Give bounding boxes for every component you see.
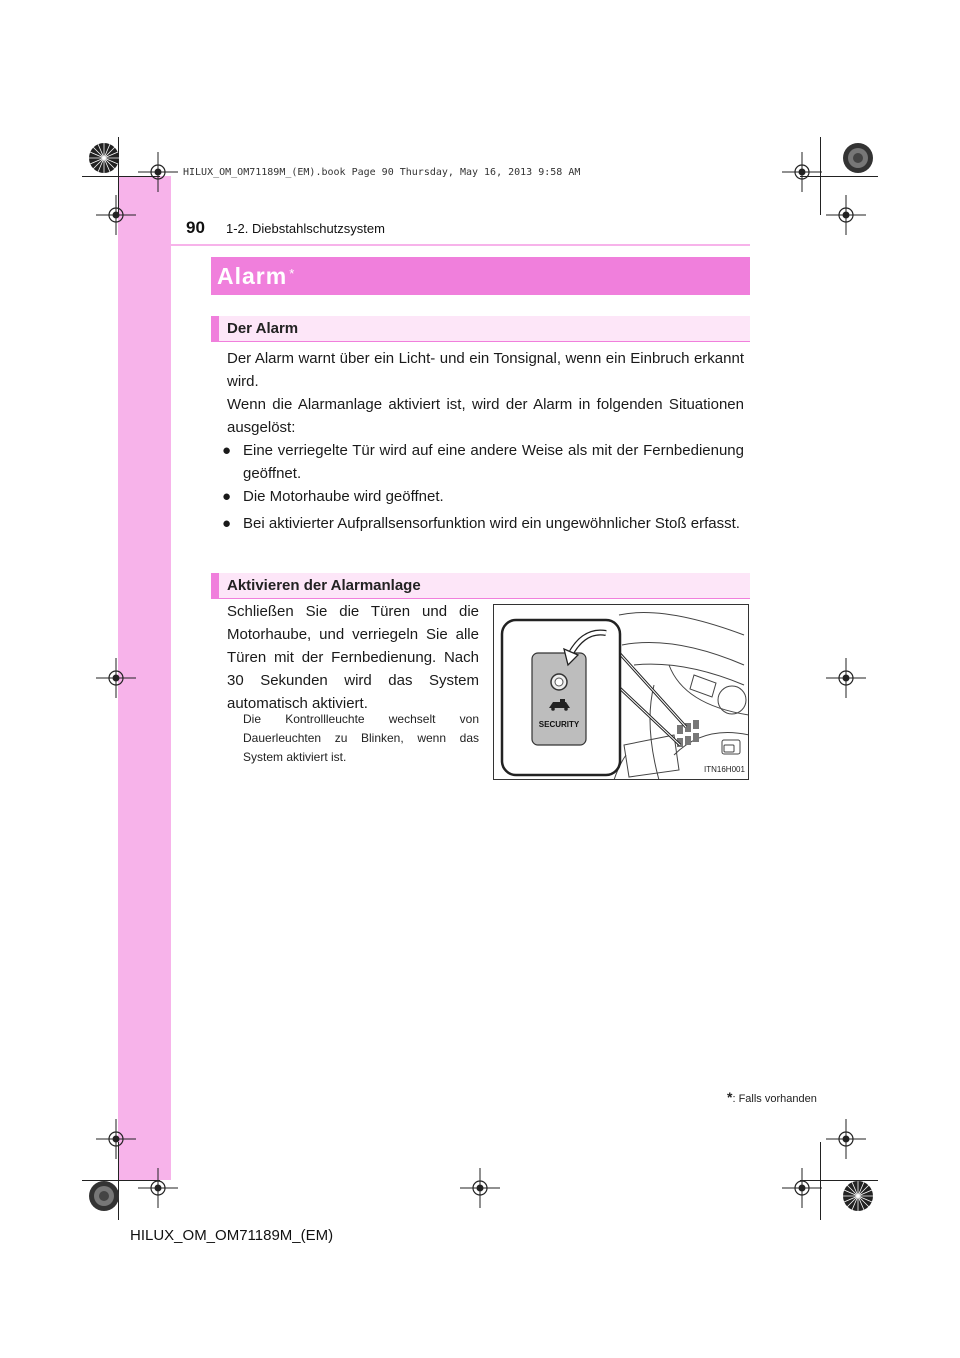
crosshair-icon [138, 152, 178, 192]
page-number: 90 [186, 218, 205, 237]
intro-paragraph: Wenn die Alarmanlage aktiviert ist, wird der Alarm in folgenden Situationen ausgelöst: [227, 396, 744, 436]
section-heading-text: Der Alarm [227, 320, 299, 337]
security-indicator-figure [493, 604, 749, 780]
crosshair-icon [96, 195, 136, 235]
footnote-marker: * [727, 1089, 733, 1105]
footnote-text: : Falls vorhanden [732, 1093, 817, 1105]
dashboard-illustration [494, 605, 749, 780]
registration-pattern-icon [88, 1180, 120, 1212]
list-item [222, 485, 744, 508]
book-header: HILUX_OM_OM71189M_(EM).book Page 90 Thursday, May 16, 2013 9:58 AM [183, 167, 581, 178]
footnote [727, 1089, 817, 1105]
page-title: Alarm [217, 263, 288, 289]
activation-note: Die Kontrollleuchte wechselt von Dauerleuchten zu Blinken, wenn das System aktiviert ist. [243, 712, 479, 764]
list-item [222, 512, 744, 535]
title-marker: * [289, 265, 295, 281]
crosshair-icon [826, 658, 866, 698]
security-button-label: SECURITY [538, 720, 580, 729]
header-rule [118, 244, 750, 246]
list-item-text: Bei aktivierter Aufprallsensorfunktion wird ein ungewöhnlicher Stoß erfasst. [243, 515, 740, 532]
bullet-icon: ● [222, 442, 232, 459]
intro-paragraph: Der Alarm warnt über ein Licht- und ein Tonsignal, wenn ein Einbruch erkannt wird. [227, 350, 744, 390]
crosshair-icon [96, 1119, 136, 1159]
list-item-text: Die Motorhaube wird geöffnet. [243, 488, 444, 505]
crosshair-icon [782, 152, 822, 192]
section-heading-text: Aktivieren der Alarmanlage [227, 577, 421, 594]
activation-paragraph: Schließen Sie die Türen und die Motorhaube, und verriegeln Sie alle Türen mit der Fernbedienung. Nach 30 Sekunden wird das System automatisch aktiviert. [227, 603, 479, 712]
crosshair-icon [826, 1119, 866, 1159]
bullet-icon: ● [222, 488, 232, 505]
section-label: 1-2. Diebstahlschutzsystem [226, 221, 385, 236]
title-bar [211, 257, 750, 295]
crosshair-icon [782, 1168, 822, 1208]
crosshair-icon [138, 1168, 178, 1208]
section-heading [211, 316, 750, 342]
footer-code: HILUX_OM_OM71189M_(EM) [130, 1227, 334, 1244]
crosshair-icon [826, 195, 866, 235]
registration-pattern-icon [842, 1180, 874, 1212]
registration-pattern-icon [842, 142, 874, 174]
figure-code: ITN16H001 [704, 765, 745, 774]
crosshair-icon [96, 658, 136, 698]
crosshair-icon [460, 1168, 500, 1208]
section-heading [211, 573, 750, 599]
registration-pattern-icon [88, 142, 120, 174]
list-item [222, 439, 744, 485]
bullet-icon: ● [222, 515, 232, 532]
list-item-text: Eine verriegelte Tür wird auf eine andere Weise als mit der Fernbedienung geöffnet. [243, 442, 744, 482]
